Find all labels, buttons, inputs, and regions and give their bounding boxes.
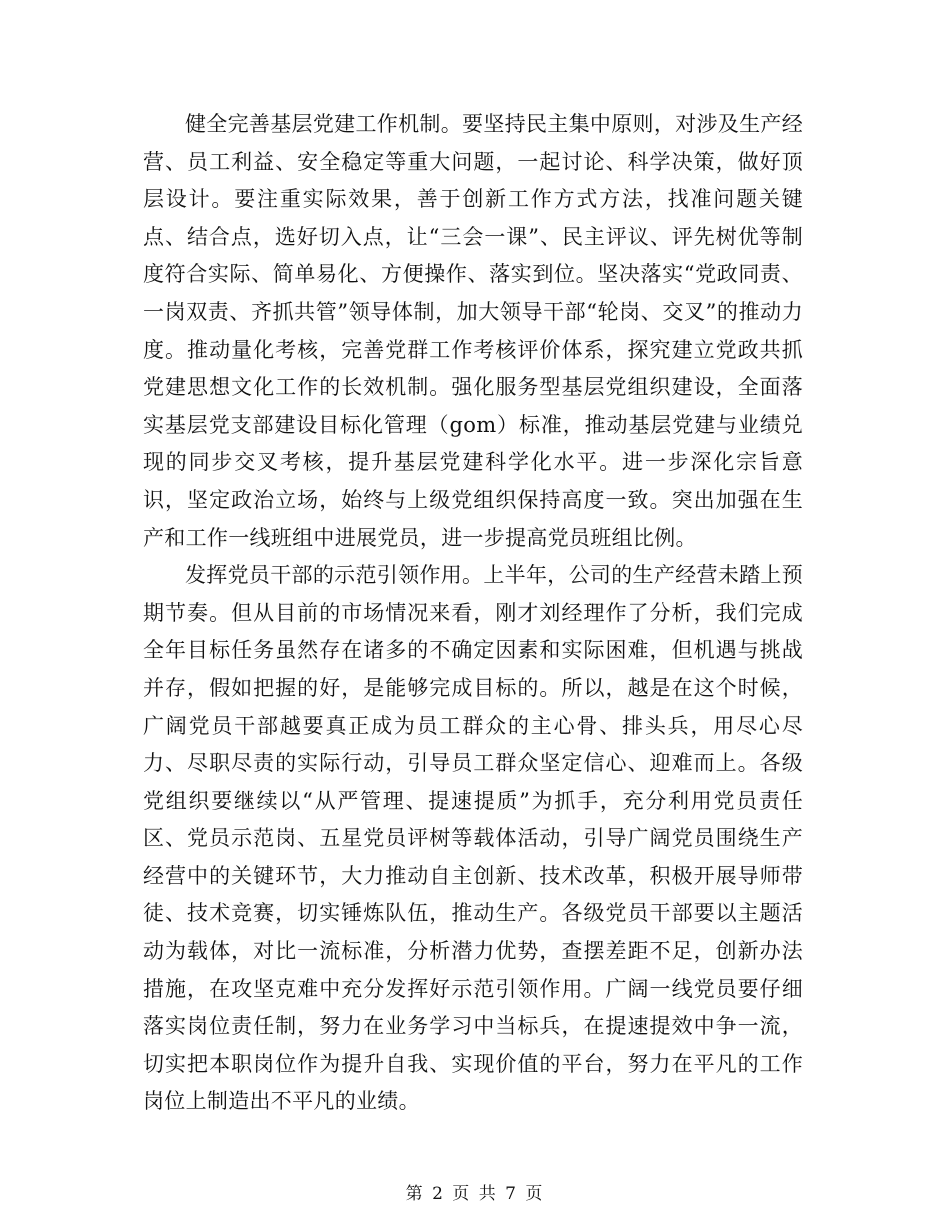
document-body <box>143 106 803 1121</box>
page-number-footer: 第 2 页 共 7 页 <box>405 1184 545 1204</box>
paragraph-exemplary-role: 发挥党员干部的示范引领作用。上半年，公司的生产经营未踏上预期节奏。但从目前的市场情况来看，刚才刘经理作了分析，我们完成全年目标任务虽然存在诸多的不确定因素和实际困难，但机遇与挑战并存，假如把握的好，是能够完成目标的。所以，越是在这个时候，广阔党员干部越要真正成为员工群众的主心骨、排头兵，用尽心尽力、尽职尽责的实际行动，引导员工群众坚定信心、迎难而上。各级党组织要继续以“从严管理、提速提质”为抓手，充分利用党员责任区、党员示范岗、五星党员评树等载体活动，引导广阔党员围绕生产经营中的关键环节，大力推动自主创新、技术改革，积极开展导师带徒、技术竞赛，切实锤炼队伍，推动生产。各级党员干部要以主题活动为载体，对比一流标准，分析潜力优势，查摆差距不足，创新办法措施，在攻坚克难中充分发挥好示范引领作用。广阔一线党员要仔细落实岗位责任制，努力在业务学习中当标兵，在提速提效中争一流，切实把本职岗位作为提升自我、实现价值的平台，努力在平凡的工作岗位上制造出不平凡的业绩。 <box>143 563 803 1114</box>
paragraph-grassroots-mechanism: 健全完善基层党建工作机制。要坚持民主集中原则，对涉及生产经营、员工利益、安全稳定等重大问题，一起讨论、科学决策，做好顶层设计。要注重实际效果，善于创新工作方式方法，找准问题关键点、结合点，选好切入点，让“三会一课”、民主评议、评先树优等制度符合实际、简单易化、方便操作、落实到位。坚决落实“党政同责、一岗双责、齐抓共管”领导体制，加大领导干部“轮岗、交叉”的推动力度。推动量化考核，完善党群工作考核评价体系，探究建立党政共抓党建思想文化工作的长效机制。强化服务型基层党组织建设，全面落实基层党支部建设目标化管理（gom）标准，推动基层党建与业绩兑现的同步交叉考核，提升基层党建科学化水平。进一步深化宗旨意识，坚定政治立场，始终与上级党组织保持高度一致。突出加强在生产和工作一线班组中进展党员，进一步提高党员班组比例。 <box>143 112 803 550</box>
